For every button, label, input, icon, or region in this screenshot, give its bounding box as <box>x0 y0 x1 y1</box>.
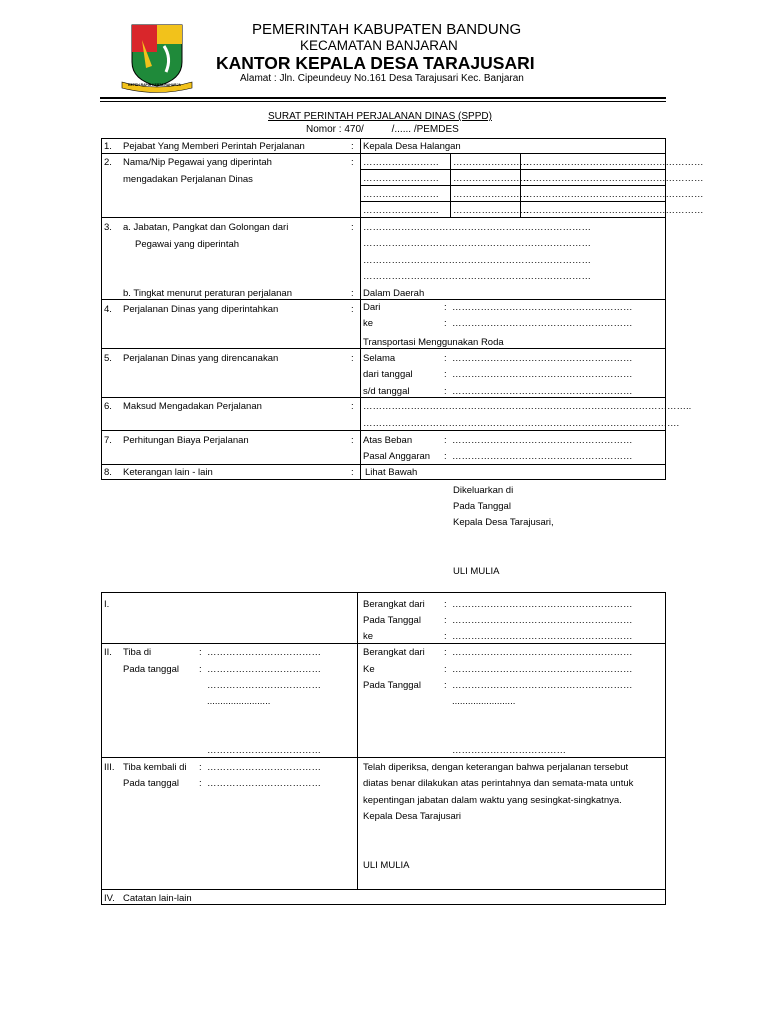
row-sep <box>101 643 666 644</box>
row4-num: 4. <box>104 304 112 315</box>
sec3-name: ULI MULIA <box>363 860 410 871</box>
row2-dots: …………………… <box>363 157 439 168</box>
row8-num: 8. <box>104 467 112 478</box>
row-sep <box>101 153 666 154</box>
row6-colon: : <box>351 401 354 412</box>
row4-dots: ………………………………………………… <box>452 302 633 313</box>
row7-colon-k: : <box>444 435 447 446</box>
sec2-key2: Pada tanggal <box>123 664 179 675</box>
sec1-key1: Berangkat dari <box>363 599 425 610</box>
row2-dots: ………………………………………………… <box>523 157 704 168</box>
row2-dots: …………………… <box>453 157 529 168</box>
doc-nomor: Nomor : 470/ /...... /PEMDES <box>306 124 459 135</box>
row3-value-b: Dalam Daerah <box>363 288 425 299</box>
sec2-colon-r: : <box>444 647 447 658</box>
row5-key2: dari tanggal <box>363 369 413 380</box>
row4-colon-k2: : <box>444 318 447 329</box>
sec1-key2: Pada Tanggal <box>363 615 421 626</box>
sec2-key1: Tiba di <box>123 647 152 658</box>
header-line1: PEMERINTAH KABUPATEN BANDUNG <box>252 21 522 38</box>
row2-dots: …………………… <box>453 205 529 216</box>
row5-key3: s/d tanggal <box>363 386 410 397</box>
row3-num: 3. <box>104 222 112 233</box>
sec1-num: I. <box>104 599 110 610</box>
sec2-colon: : <box>199 647 202 658</box>
sec3-colon: : <box>199 762 202 773</box>
sec3-text3: kepentingan jabatan dalam waktu yang sesingkat-singkatnya. <box>363 795 622 806</box>
row-sep <box>101 757 666 758</box>
row2-dots: …………………… <box>453 189 529 200</box>
sec2-right-key1: Berangkat dari <box>363 647 425 658</box>
sec2-colon-r: : <box>444 680 447 691</box>
row-sep <box>101 430 666 431</box>
sec1-key3: ke <box>363 631 374 642</box>
sec2-dots-left: ……………………………… <box>207 745 321 756</box>
header-rule-thin <box>100 101 666 102</box>
row4-label: Perjalanan Dinas yang diperintahkan <box>123 304 279 315</box>
sec1-colon: : <box>444 631 447 642</box>
row5-colon-k: : <box>444 369 447 380</box>
row4-colon-k1: : <box>444 302 447 313</box>
logo-ribbon-text: REPEH RAPIH KERTA RAHARJA <box>128 83 181 87</box>
row7-key2: Pasal Anggaran <box>363 451 431 462</box>
sec2-dots-right: ………………………………………………… <box>452 664 633 675</box>
row2-label2: mengadakan Perjalanan Dinas <box>123 174 253 185</box>
row-sep <box>101 299 666 300</box>
row3-dots: ……………………………………………………………… <box>363 222 591 233</box>
sec1-dots: ………………………………………………… <box>452 615 633 626</box>
sec4-label: Catatan lain-lain <box>123 893 192 904</box>
logo <box>120 22 194 94</box>
sec2-num: II. <box>104 647 112 658</box>
sec3-key1: Tiba kembali di <box>123 762 187 773</box>
sec4-num: IV. <box>104 893 115 904</box>
row4-key2: ke <box>363 318 374 329</box>
row4-value: Transportasi Menggunakan Roda <box>363 337 504 348</box>
row8-colon: : <box>351 467 354 478</box>
sig-date: Pada Tanggal <box>453 501 511 512</box>
sec3-key2: Pada tanggal <box>123 778 179 789</box>
row2-label: Nama/Nip Pegawai yang diperintah <box>123 157 272 168</box>
sig-name: ULI MULIA <box>453 566 500 577</box>
sec2-colon: : <box>199 664 202 675</box>
row3-label3: b. Tingkat menurut peraturan perjalanan <box>123 288 292 299</box>
sec2-dots-left: ……………………………… <box>207 664 321 675</box>
row7-colon-k: : <box>444 451 447 462</box>
row5-dots: ………………………………………………… <box>452 369 633 380</box>
row3-colon: : <box>351 222 354 233</box>
row2-colon: : <box>351 157 354 168</box>
row2-dots: ………………………………………………… <box>523 205 704 216</box>
sec1-dots: ………………………………………………… <box>452 631 633 642</box>
row1-num: 1. <box>104 141 112 152</box>
row4-dots: ………………………………………………… <box>452 318 633 329</box>
row2-dots: …………………… <box>363 189 439 200</box>
row1-colon: : <box>351 141 354 152</box>
header-line2: KECAMATAN BANJARAN <box>300 38 458 53</box>
row2-dots: …………………… <box>363 205 439 216</box>
row-sep <box>101 889 666 890</box>
row8-value: Lihat Bawah <box>365 467 418 478</box>
sec2-dots-small-r: ........................ <box>452 696 516 707</box>
row2-dots: …………………… <box>363 173 439 184</box>
row7-colon: : <box>351 435 354 446</box>
sig-title: Kepala Desa Tarajusari, <box>453 517 554 528</box>
row2-dots: …………………… <box>453 173 529 184</box>
row2-dots: ………………………………………………… <box>523 189 704 200</box>
sec3-text4: Kepala Desa Tarajusari <box>363 811 462 822</box>
sec2-dots-small: ........................ <box>207 696 271 707</box>
row2-grid <box>360 201 666 202</box>
header-line3: KANTOR KEPALA DESA TARAJUSARI <box>216 53 535 73</box>
row1-label: Pejabat Yang Memberi Perintah Perjalanan <box>123 141 305 152</box>
sec2-right-key2: Ke <box>363 664 375 675</box>
sec3-dots: ……………………………… <box>207 762 321 773</box>
header-address: Alamat : Jln. Cipeundeuy No.161 Desa Tarajusari Kec. Banjaran <box>240 73 524 84</box>
row4-key1: Dari <box>363 302 381 313</box>
sec3-colon: : <box>199 778 202 789</box>
sec1-colon: : <box>444 599 447 610</box>
row6-label: Maksud Mengadakan Perjalanan <box>123 401 262 412</box>
sec2-right-key3: Pada Tanggal <box>363 680 421 691</box>
sec2-colon-r: : <box>444 664 447 675</box>
row7-label: Perhitungan Biaya Perjalanan <box>123 435 249 446</box>
row3-dots: ……………………………………………………………… <box>363 238 591 249</box>
sec2-dots-right: ………………………………………………… <box>452 647 633 658</box>
table-col-divider <box>360 138 361 480</box>
row5-dots: ………………………………………………… <box>452 353 633 364</box>
row5-colon: : <box>351 353 354 364</box>
sec2-dots-right: ……………………………… <box>452 745 566 756</box>
row1-value: Kepala Desa Halangan <box>363 141 461 152</box>
sec2-dots-left: ……………………………… <box>207 647 321 658</box>
row6-num: 6. <box>104 401 112 412</box>
row7-dots: ………………………………………………… <box>452 435 633 446</box>
row5-label: Perjalanan Dinas yang direncanakan <box>123 353 279 364</box>
header-rule-thick <box>100 97 666 99</box>
doc-title: SURAT PERINTAH PERJALANAN DINAS (SPPD) <box>268 111 492 122</box>
row5-num: 5. <box>104 353 112 364</box>
row2-num: 2. <box>104 157 112 168</box>
row8-label: Keterangan lain - lain <box>123 467 213 478</box>
row-sep <box>101 217 666 218</box>
row6-dots: ………………………………………………………………………………………….. <box>363 401 692 412</box>
travel-col-divider <box>357 592 358 889</box>
row5-dots: ………………………………………………… <box>452 386 633 397</box>
row-sep <box>101 348 666 349</box>
row7-key1: Atas Beban <box>363 435 413 446</box>
sec3-dots: ……………………………… <box>207 778 321 789</box>
row2-grid <box>360 185 666 186</box>
row7-num: 7. <box>104 435 112 446</box>
row4-colon: : <box>351 304 354 315</box>
row-sep <box>101 397 666 398</box>
row3-dots: ……………………………………………………………… <box>363 255 591 266</box>
row3-label: a. Jabatan, Pangkat dan Golongan dari <box>123 222 289 233</box>
row6-dots: ………………………………………………………………………………………. <box>363 418 680 429</box>
row7-dots: ………………………………………………… <box>452 451 633 462</box>
row3-colon-b: : <box>351 288 354 299</box>
sec3-text2: diatas benar dilakukan atas perintahnya dan semata-mata untuk <box>363 778 634 789</box>
row5-key1: Selama <box>363 353 396 364</box>
row-sep <box>101 464 666 465</box>
row2-grid <box>360 169 666 170</box>
row5-colon-k: : <box>444 386 447 397</box>
sec1-colon: : <box>444 615 447 626</box>
sec3-num: III. <box>104 762 115 773</box>
sec2-dots-right: ………………………………………………… <box>452 680 633 691</box>
sig-issued-at: Dikeluarkan di <box>453 485 514 496</box>
row2-grid <box>450 153 451 217</box>
sec2-dots-left: ……………………………… <box>207 680 321 691</box>
row5-colon-k: : <box>444 353 447 364</box>
row3-label2: Pegawai yang diperintah <box>135 239 240 250</box>
row3-dots: ……………………………………………………………… <box>363 271 591 282</box>
row2-dots: ………………………………………………… <box>523 173 704 184</box>
sec1-dots: ………………………………………………… <box>452 599 633 610</box>
sec3-text1: Telah diperiksa, dengan keterangan bahwa perjalanan tersebut <box>363 762 629 773</box>
